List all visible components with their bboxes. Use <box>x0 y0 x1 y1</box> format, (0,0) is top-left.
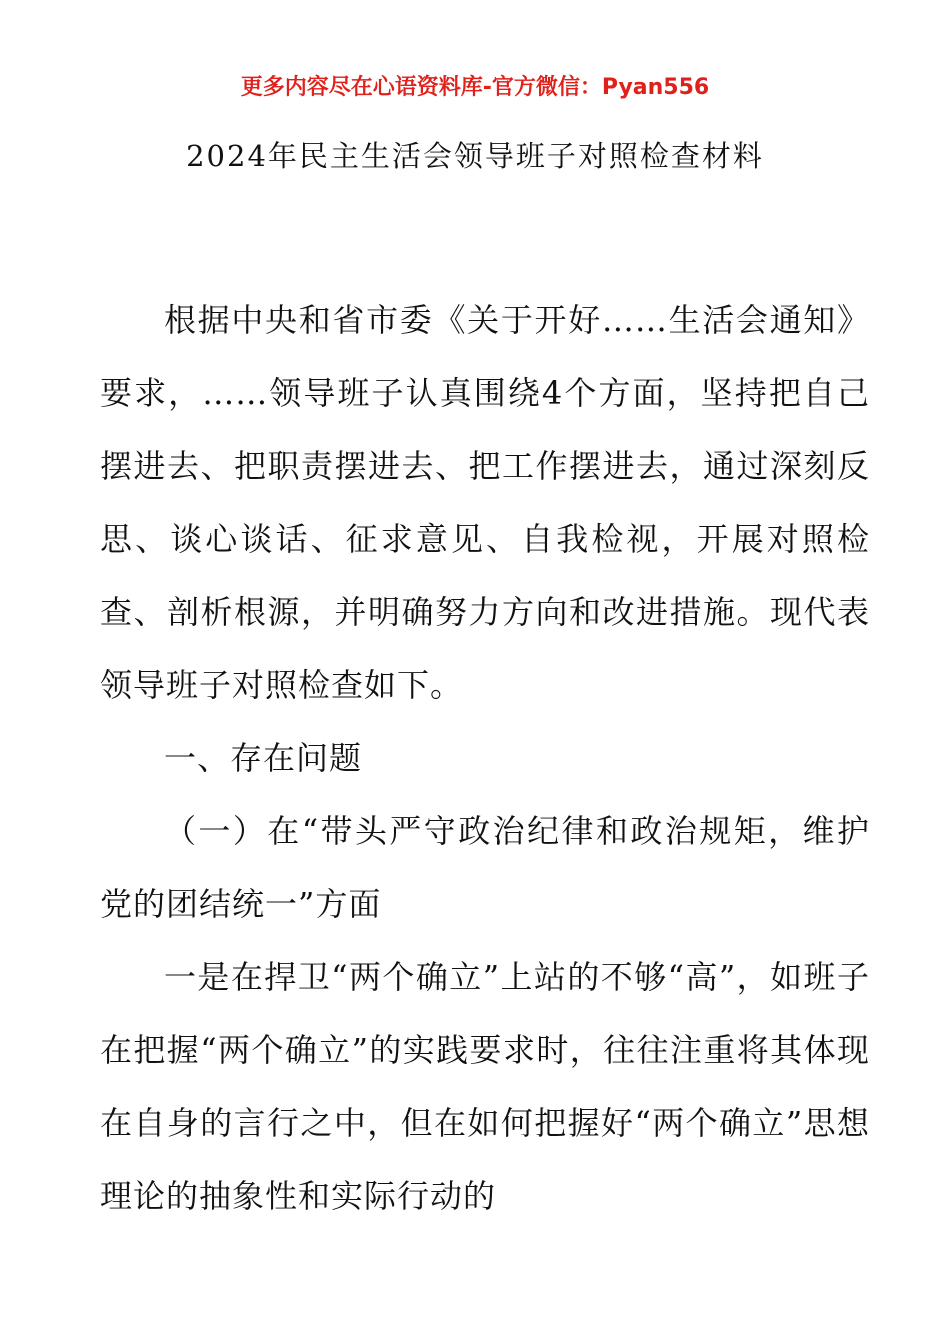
subsection-heading: （一）在“带头严守政治纪律和政治规矩，维护党的团结统一”方面 <box>100 812 870 923</box>
promo-banner: 更多内容尽在心语资料库-官方微信：Pyan556 <box>240 75 710 100</box>
paragraph-point-one: 一是在捍卫“两个确立”上站的不够“高”，如班子在把握“两个确立”的实践要求时，往往注重将其体现在自身的言行之中，但在如何把握好“两个确立”思想理论的抽象性和实际行动的 <box>100 958 870 1215</box>
paragraph-intro: 根据中央和省市委《关于开好……生活会通知》要求，……领导班子认真围绕4个方面，坚持把自己摆进去、把职责摆进去、把工作摆进去，通过深刻反思、谈心谈话、征求意见、自我检视，开展对照检查、剖析根源，并明确努力方向和改进措施。现代表领导班子对照检查如下。 <box>100 301 870 704</box>
section-heading: 一、存在问题 <box>164 739 363 777</box>
document-body <box>100 284 870 1233</box>
document-title: 2024年民主生活会领导班子对照检查材料 <box>186 139 764 173</box>
